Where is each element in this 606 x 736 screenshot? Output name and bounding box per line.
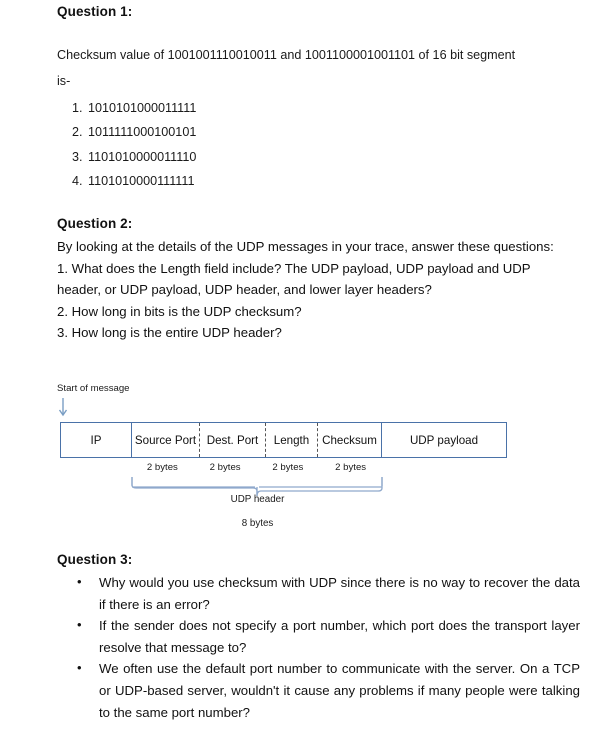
down-arrow-icon [58, 397, 72, 419]
bullet-icon: • [77, 617, 82, 633]
question-3-bullets [75, 572, 580, 723]
option-number: 1. [72, 101, 83, 115]
option-value: 1010101000011111 [88, 101, 197, 115]
question-1-heading: Question 1: [57, 4, 133, 19]
option-number: 3. [72, 149, 83, 164]
question-2-item: 2. How long in bits is the UDP checksum? [57, 303, 302, 319]
udp-datagram-diagram [0, 380, 606, 540]
question-2-intro: By looking at the details of the UDP messages in your trace, answer these questions: [57, 239, 554, 254]
question-2-item: 1. What does the Length field include? The UDP payload, UDP payload and UDP header, or UDP payload, UDP header, and lower layer headers? [57, 260, 531, 298]
udp-header-caption: UDP header [230, 494, 285, 505]
option-number: 4. [72, 174, 83, 189]
field-dest-port: Dest. Port [200, 423, 266, 457]
byte-label: 2 bytes [146, 462, 178, 473]
byte-label: 2 bytes [209, 462, 241, 473]
list-item [75, 572, 580, 615]
byte-label: 2 bytes [335, 462, 367, 473]
bullet-icon: • [77, 574, 82, 589]
list-item [72, 96, 372, 120]
list-item [72, 145, 372, 169]
question-3-heading: Question 3: [57, 552, 133, 567]
option-value: 1101010000111111 [88, 174, 195, 189]
option-number: 2. [72, 125, 83, 140]
start-of-message-label: Start of message [57, 383, 130, 394]
list-item [72, 120, 372, 144]
list-item [75, 658, 580, 723]
udp-header-size-caption: 8 bytes [241, 518, 274, 529]
list-item [72, 169, 372, 193]
bullet-text: If the sender does not specify a port number, which port does the transport layer resolve that message to? [99, 618, 580, 655]
option-value: 1101010000011110 [88, 149, 197, 164]
bullet-text: Why would you use checksum with UDP since there is no way to recover the data if there is an error? [99, 575, 580, 612]
question-1-body: Checksum value of 1001001110010011 and 1001100001001101 of 16 bit segment is- [57, 48, 516, 88]
bullet-icon: • [77, 660, 82, 676]
question-2-item: 3. How long is the entire UDP header? [57, 325, 282, 341]
field-ip: IP [61, 423, 132, 457]
byte-size-labels [131, 462, 382, 473]
field-udp-payload: UDP payload [409, 433, 479, 447]
list-item [75, 615, 580, 658]
field-source-port: Source Port [132, 423, 200, 457]
question-1-options [72, 96, 372, 194]
field-checksum: Checksum [318, 423, 382, 457]
byte-label: 2 bytes [272, 462, 304, 473]
bullet-text: We often use the default port number to communicate with the server. On a TCP or UDP-based server, wouldn't it cause any problems if many people were talking to the same port number? [99, 661, 580, 720]
option-value: 1011111000100101 [88, 125, 197, 140]
field-length: Length [266, 423, 318, 457]
datagram-field-row [60, 422, 507, 458]
question-2-body [57, 236, 573, 344]
question-2-heading: Question 2: [57, 216, 133, 231]
